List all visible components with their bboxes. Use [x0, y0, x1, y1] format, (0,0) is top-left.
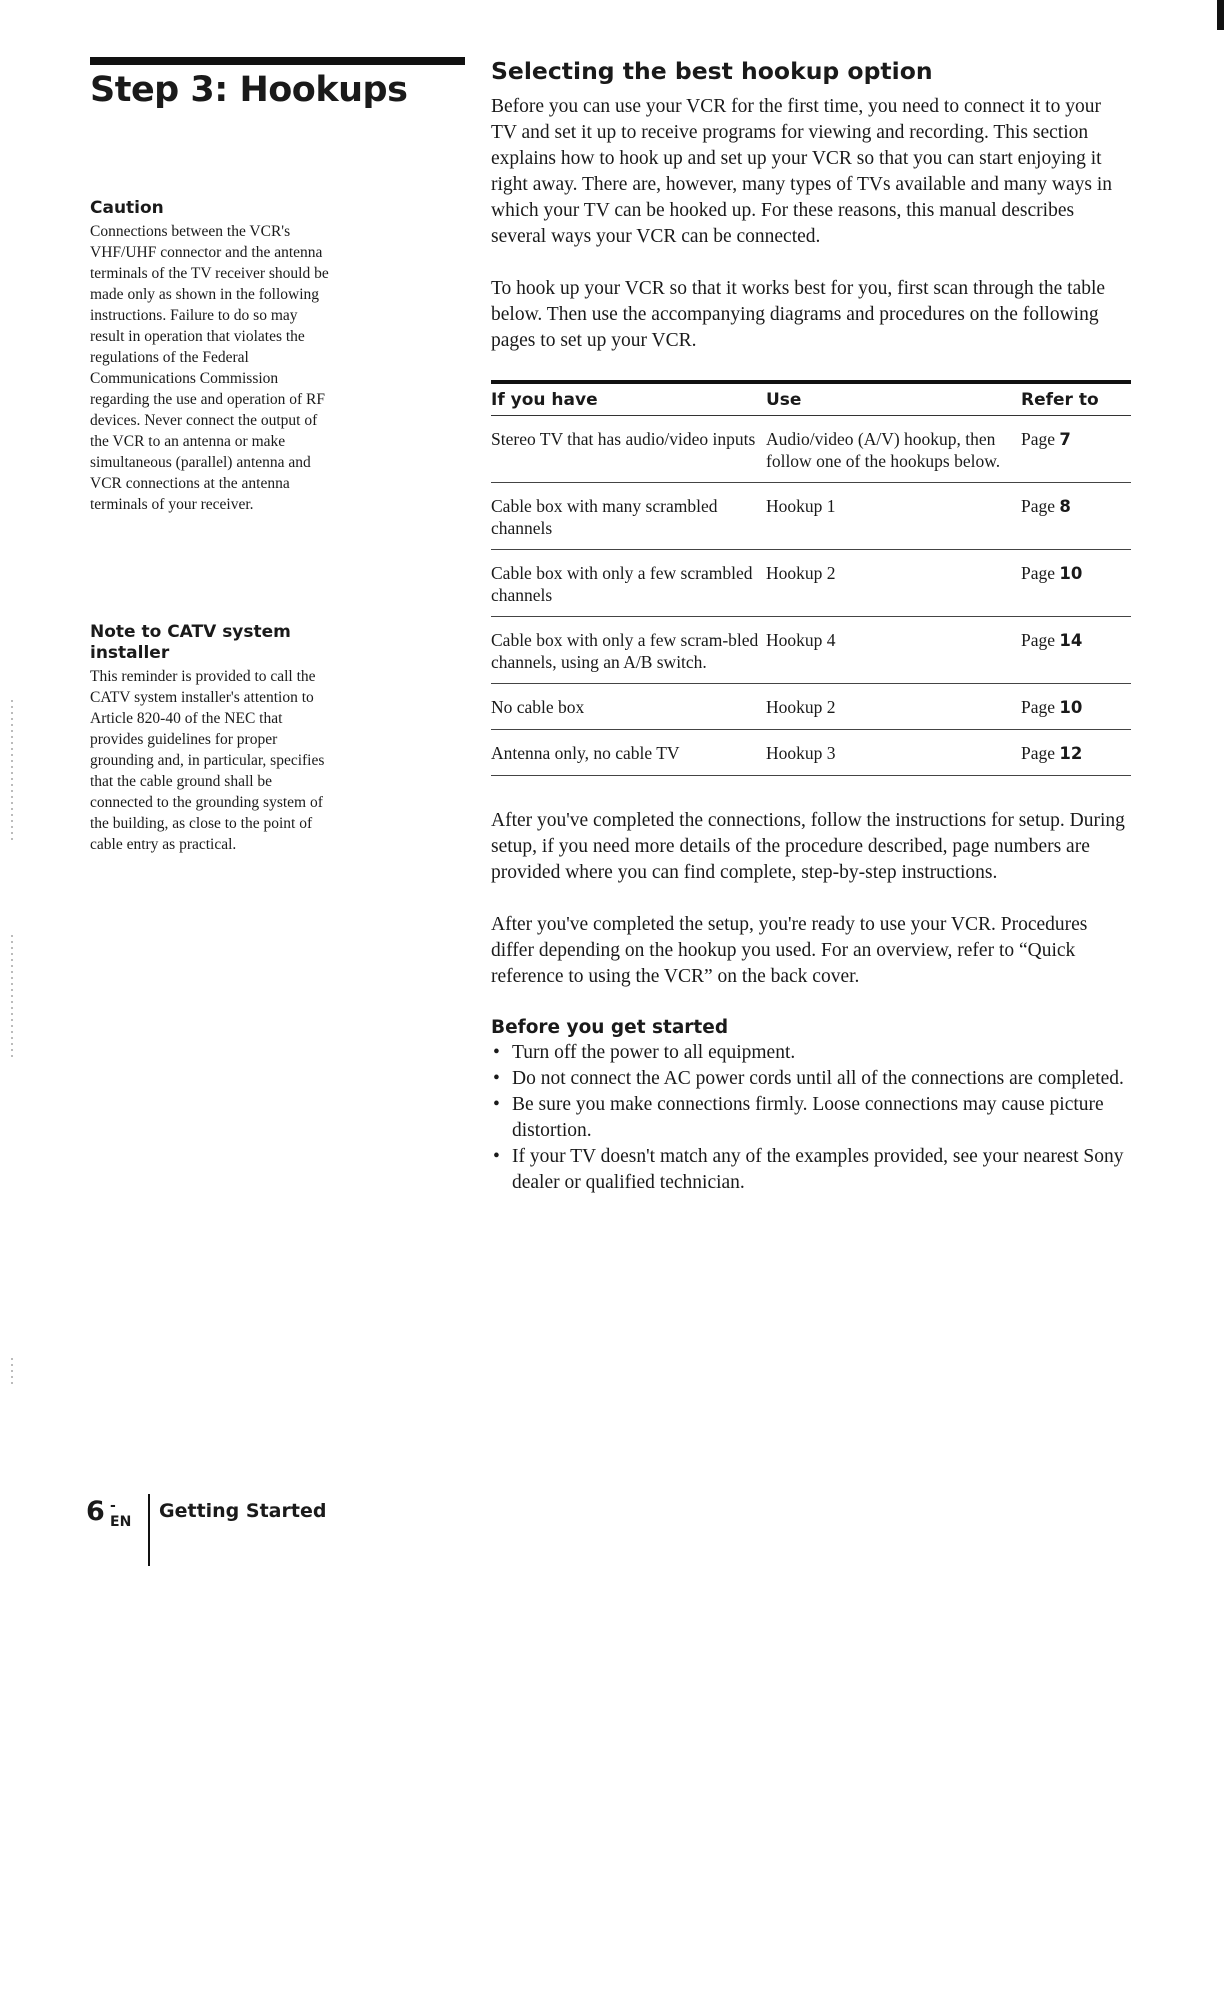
hookup-table — [491, 380, 1131, 776]
header-if-you-have: If you have — [491, 382, 766, 416]
list-item: • Do not connect the AC power cords until all of the connections are completed. — [491, 1066, 1131, 1092]
cell-refer — [1021, 617, 1131, 684]
section-label: Getting Started — [159, 1500, 327, 1522]
cell-have: Cable box with many scrambled channels — [491, 483, 766, 550]
page-label: Page — [1021, 697, 1056, 717]
table-row — [491, 483, 1131, 550]
page-label: Page — [1021, 496, 1056, 516]
cell-have: Cable box with only a few scrambled channels — [491, 550, 766, 617]
page-number: 6 — [86, 1496, 105, 1527]
table-row — [491, 617, 1131, 684]
page-number: 8 — [1059, 497, 1071, 516]
before-started-heading: Before you get started — [491, 1017, 729, 1038]
cell-use: Hookup 4 — [766, 617, 1021, 684]
cell-refer — [1021, 416, 1131, 483]
catv-note-box — [90, 622, 330, 855]
page-title: Step 3: Hookups — [90, 70, 408, 110]
main-column — [491, 56, 1131, 1196]
intro-paragraph-1: Before you can use your VCR for the first time, you need to connect it to your TV and set it up to receive programs for viewing and recording. This section explains how to hook up and set up your VCR so that you can start enjoying it right away. There are, however, many types of TVs available and many ways in which your TV can be hooked up. For these reasons, this manual describes several ways your VCR can be connected. — [491, 96, 1113, 247]
cell-refer — [1021, 730, 1131, 776]
table-row — [491, 730, 1131, 776]
list-item: • Be sure you make connections firmly. Loose connections may cause picture distortion. — [491, 1092, 1131, 1144]
page-label: Page — [1021, 630, 1056, 650]
page-number: 7 — [1059, 430, 1071, 449]
header-use: Use — [766, 382, 1021, 416]
page-label: Page — [1021, 743, 1056, 763]
page-suffix: -EN — [110, 1498, 132, 1530]
cell-use: Hookup 2 — [766, 684, 1021, 730]
table-row — [491, 550, 1131, 617]
caution-box — [90, 198, 330, 515]
catv-note-text: This reminder is provided to call the CATV system installer's attention to Article 820-40 of the NEC that provides guidelines for proper grounding and, in particular, specifies that the cable ground shall be connected to the grounding system of the building, as close to the point of cable entry as practical. — [90, 668, 325, 853]
cell-have: No cable box — [491, 684, 766, 730]
intro-paragraph-2: To hook up your VCR so that it works best for you, first scan through the table below. Then use the accompanying diagrams and procedures on the following pages to set up your VCR. — [491, 278, 1106, 351]
cell-refer — [1021, 483, 1131, 550]
page-number: 10 — [1059, 564, 1083, 583]
caution-heading: Caution — [90, 198, 164, 218]
list-item: • If your TV doesn't match any of the examples provided, see your nearest Sony dealer or qualified technician. — [491, 1144, 1131, 1196]
cell-have: Stereo TV that has audio/video inputs — [491, 416, 766, 483]
cell-use: Hookup 3 — [766, 730, 1021, 776]
cell-have: Cable box with only a few scram-bled channels, using an A/B switch. — [491, 617, 766, 684]
cell-have: Antenna only, no cable TV — [491, 730, 766, 776]
scan-artifact — [11, 935, 13, 1060]
page-label: Page — [1021, 563, 1056, 583]
section-title: Selecting the best hookup option — [491, 57, 933, 85]
scan-artifact — [11, 1358, 13, 1388]
page-number: 12 — [1059, 744, 1083, 763]
cell-use: Hookup 1 — [766, 483, 1021, 550]
table-row — [491, 684, 1131, 730]
page-number: 14 — [1059, 631, 1083, 650]
cell-refer — [1021, 684, 1131, 730]
page-edge-mark — [1217, 0, 1224, 30]
caution-text: Connections between the VCR's VHF/UHF connector and the antenna terminals of the TV receiver should be made only as shown in the following instructions. Failure to do so may result in operation that violates the regulations of the Federal Communications Commission regarding the use and operation of RF devices. Never connect the output of the VCR to an antenna or make simultaneous (parallel) antenna and VCR connections at the antenna terminals of your receiver. — [90, 223, 329, 513]
title-rule — [90, 57, 465, 65]
cell-use: Hookup 2 — [766, 550, 1021, 617]
cell-use: Audio/video (A/V) hookup, then follow one of the hookups below. — [766, 416, 1021, 483]
before-started-list — [491, 1040, 1131, 1196]
header-refer-to: Refer to — [1021, 382, 1131, 416]
footer-divider — [148, 1494, 150, 1566]
table-header-row — [491, 382, 1131, 416]
page-number: 10 — [1059, 698, 1083, 717]
page-label: Page — [1021, 429, 1056, 449]
scan-artifact — [11, 700, 13, 840]
after-connections-paragraph: After you've completed the connections, follow the instructions for setup. During setup, if you need more details of the procedure described, page numbers are provided where you can find complete, step-by-step instructions. — [491, 810, 1125, 883]
catv-note-heading: Note to CATV system installer — [90, 622, 291, 663]
list-item: • Turn off the power to all equipment. — [491, 1040, 1131, 1066]
cell-refer — [1021, 550, 1131, 617]
after-setup-paragraph: After you've completed the setup, you're ready to use your VCR. Procedures differ depending on the hookup you used. For an overview, refer to “Quick reference to using the VCR” on the back cover. — [491, 914, 1088, 987]
table-row — [491, 416, 1131, 483]
